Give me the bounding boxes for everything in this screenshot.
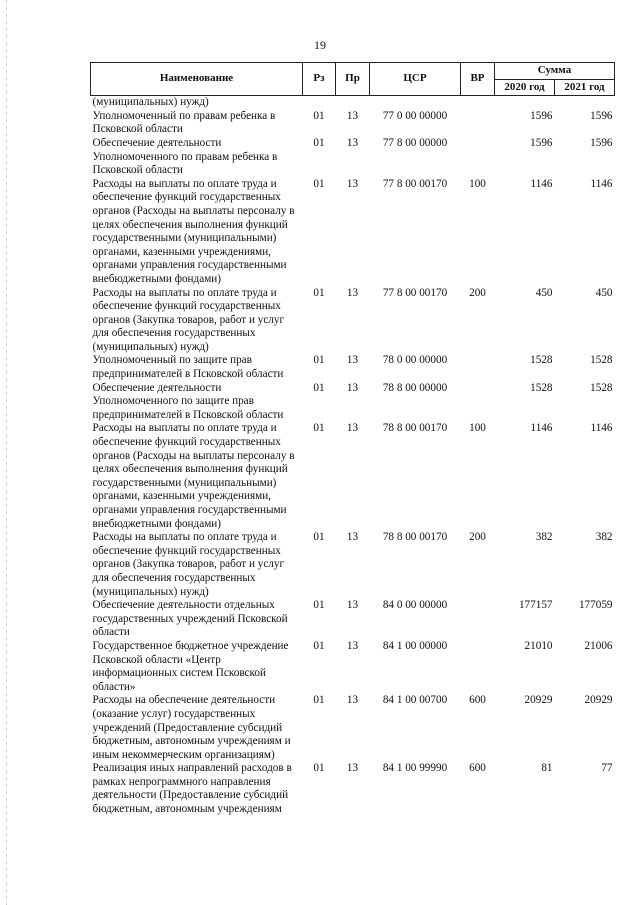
- header-sum: Сумма: [495, 63, 615, 80]
- cell-name: Уполномоченный по защите прав предпринимателей в Псковской области: [92, 354, 284, 381]
- cell-vr: [461, 137, 495, 178]
- cell-rz: 01: [313, 639, 325, 652]
- cell-2020: 20929: [524, 694, 553, 707]
- page-number: 19: [314, 38, 326, 52]
- header-csr: ЦСР: [370, 63, 461, 96]
- cell-rz: 01: [313, 354, 325, 367]
- cell-pr: [336, 96, 370, 110]
- cell-csr: [370, 96, 461, 110]
- cell-vr: 600: [469, 694, 486, 707]
- cell-2021: 1528: [590, 381, 613, 394]
- cell-rz: [303, 96, 336, 110]
- cell-csr: 77 8 00 00170: [382, 177, 448, 190]
- cell-2020: 177157: [518, 599, 553, 612]
- cell-2021: 1146: [590, 422, 613, 435]
- cell-vr: [461, 354, 495, 381]
- cell-vr: 100: [469, 422, 486, 435]
- table-row: [91, 96, 615, 110]
- table-row: [91, 531, 615, 599]
- cell-rz: 01: [313, 136, 325, 149]
- cell-name: Обеспечение деятельности Уполномоченного по правам ребенка в Псковской области: [92, 136, 278, 177]
- cell-pr: 13: [346, 422, 359, 435]
- cell-pr: 13: [346, 109, 359, 122]
- cell-csr: 84 1 00 99990: [382, 762, 448, 775]
- cell-name: Расходы на выплаты по оплате труда и обеспечение функций государственных органов (Расходы на выплаты персоналу в целях обеспечения выполнения функций государственными (муниципальными) органами, казенными учреждениями, органами управления государственными внебюджетными фондами): [92, 177, 295, 285]
- cell-2021: 177059: [578, 599, 613, 612]
- cell-vr: 200: [469, 286, 486, 299]
- cell-2021: 1528: [590, 354, 613, 367]
- cell-csr: 84 0 00 00000: [382, 599, 448, 612]
- cell-2021: 21006: [584, 639, 613, 652]
- cell-csr: 84 1 00 00000: [382, 639, 448, 652]
- cell-vr: 200: [469, 531, 486, 544]
- table-row: [91, 762, 615, 816]
- cell-name: Обеспечение деятельности отдельных государственных учреждений Псковской области: [92, 599, 288, 639]
- cell-rz: 01: [313, 422, 325, 435]
- cell-name: Реализация иных направлений расходов в рамках непрограммного направления деятельности (Предоставление субсидий бюджетным, автономным учреждениям: [92, 762, 292, 816]
- cell-2020: 1528: [530, 354, 553, 367]
- table-header: [91, 63, 615, 96]
- header-year-2021: 2021 год: [555, 79, 615, 96]
- cell-pr: 13: [346, 286, 359, 299]
- table-row: [91, 599, 615, 640]
- header-vr: ВР: [461, 63, 495, 96]
- table-row: [91, 422, 615, 531]
- cell-2020: 1146: [530, 177, 553, 190]
- cell-rz: 01: [313, 599, 325, 612]
- table-row: [91, 178, 615, 287]
- cell-vr: 600: [469, 762, 486, 775]
- cell-2021: 20929: [584, 694, 613, 707]
- cell-2021: 1146: [590, 177, 613, 190]
- cell-2020: 1596: [530, 109, 553, 122]
- cell-pr: 13: [346, 177, 359, 190]
- cell-rz: 01: [313, 531, 325, 544]
- cell-name: Обеспечение деятельности Уполномоченного по защите прав предпринимателей в Псковской области: [92, 381, 284, 421]
- header-rz: Рз: [303, 63, 336, 96]
- cell-name: Расходы на выплаты по оплате труда и обеспечение функций государственных органов (Закупка товаров, работ и услуг для обеспечения государственных (муниципальных) нужд): [92, 531, 285, 598]
- cell-csr: 78 8 00 00170: [382, 531, 448, 544]
- cell-vr: [461, 599, 495, 640]
- cell-vr: [461, 382, 495, 423]
- cell-rz: 01: [313, 381, 325, 394]
- cell-2020: 81: [541, 762, 553, 775]
- cell-2021: 382: [595, 531, 613, 544]
- header-year-2020: 2020 год: [495, 79, 555, 96]
- header-pr: Пр: [336, 63, 370, 96]
- cell-name: (муниципальных) нужд): [92, 96, 209, 109]
- cell-2021: 77: [601, 762, 613, 775]
- table-row: [91, 640, 615, 694]
- cell-2020: [495, 96, 555, 110]
- cell-name: Уполномоченный по правам ребенка в Псковской области: [92, 109, 276, 136]
- cell-csr: 77 8 00 00000: [382, 136, 448, 149]
- cell-pr: 13: [346, 354, 359, 367]
- cell-name: Расходы на выплаты по оплате труда и обеспечение функций государственных органов (Расходы на выплаты персоналу в целях обеспечения выполнения функций государственными (муниципальными) органами, казенными учреждениями, органами управления государственными внебюджетными фондами): [92, 422, 295, 530]
- cell-csr: 84 1 00 00700: [382, 694, 448, 707]
- cell-rz: 01: [313, 286, 325, 299]
- cell-pr: 13: [346, 639, 359, 652]
- cell-rz: 01: [313, 177, 325, 190]
- cell-csr: 78 8 00 00170: [382, 422, 448, 435]
- table-row: [91, 694, 615, 762]
- cell-csr: 77 8 00 00170: [382, 286, 448, 299]
- cell-2021: 1596: [590, 136, 613, 149]
- table-row: [91, 110, 615, 137]
- cell-2020: 382: [535, 531, 553, 544]
- cell-pr: 13: [346, 762, 359, 775]
- table-row: [91, 382, 615, 423]
- cell-name: Государственное бюджетное учреждение Псковской области «Центр информационных систем Псковской области»: [92, 639, 289, 693]
- cell-rz: 01: [313, 694, 325, 707]
- cell-vr: [461, 640, 495, 694]
- cell-2020: 1596: [530, 136, 553, 149]
- table-row: [91, 287, 615, 355]
- cell-pr: 13: [346, 599, 359, 612]
- cell-name: Расходы на выплаты по оплате труда и обеспечение функций государственных органов (Закупка товаров, работ и услуг для обеспечения государственных (муниципальных) нужд): [92, 286, 285, 353]
- cell-pr: 13: [346, 694, 359, 707]
- table-row: [91, 354, 615, 381]
- cell-pr: 13: [346, 381, 359, 394]
- cell-2021: 1596: [590, 109, 613, 122]
- cell-csr: 77 0 00 00000: [382, 109, 448, 122]
- cell-csr: 78 8 00 00000: [382, 381, 448, 394]
- cell-pr: 13: [346, 531, 359, 544]
- cell-name: Расходы на обеспечение деятельности (оказание услуг) государственных учреждений (Предоставление субсидий бюджетным, автономным учреждениям и иным некоммерческим организациям): [92, 694, 291, 761]
- budget-table: [90, 62, 615, 817]
- cell-pr: 13: [346, 136, 359, 149]
- cell-vr: 100: [469, 177, 486, 190]
- cell-csr: 78 0 00 00000: [382, 354, 448, 367]
- cell-rz: 01: [313, 762, 325, 775]
- table-row: [91, 137, 615, 178]
- cell-2020: 1146: [530, 422, 553, 435]
- scan-edge: [6, 0, 7, 905]
- cell-2021: [555, 96, 615, 110]
- table-body: [91, 96, 615, 817]
- cell-2021: 450: [595, 286, 613, 299]
- cell-rz: 01: [313, 109, 325, 122]
- cell-2020: 21010: [524, 639, 553, 652]
- cell-2020: 1528: [530, 381, 553, 394]
- cell-vr: [461, 96, 495, 110]
- header-name: Наименование: [91, 63, 303, 96]
- cell-vr: [461, 110, 495, 137]
- cell-2020: 450: [535, 286, 553, 299]
